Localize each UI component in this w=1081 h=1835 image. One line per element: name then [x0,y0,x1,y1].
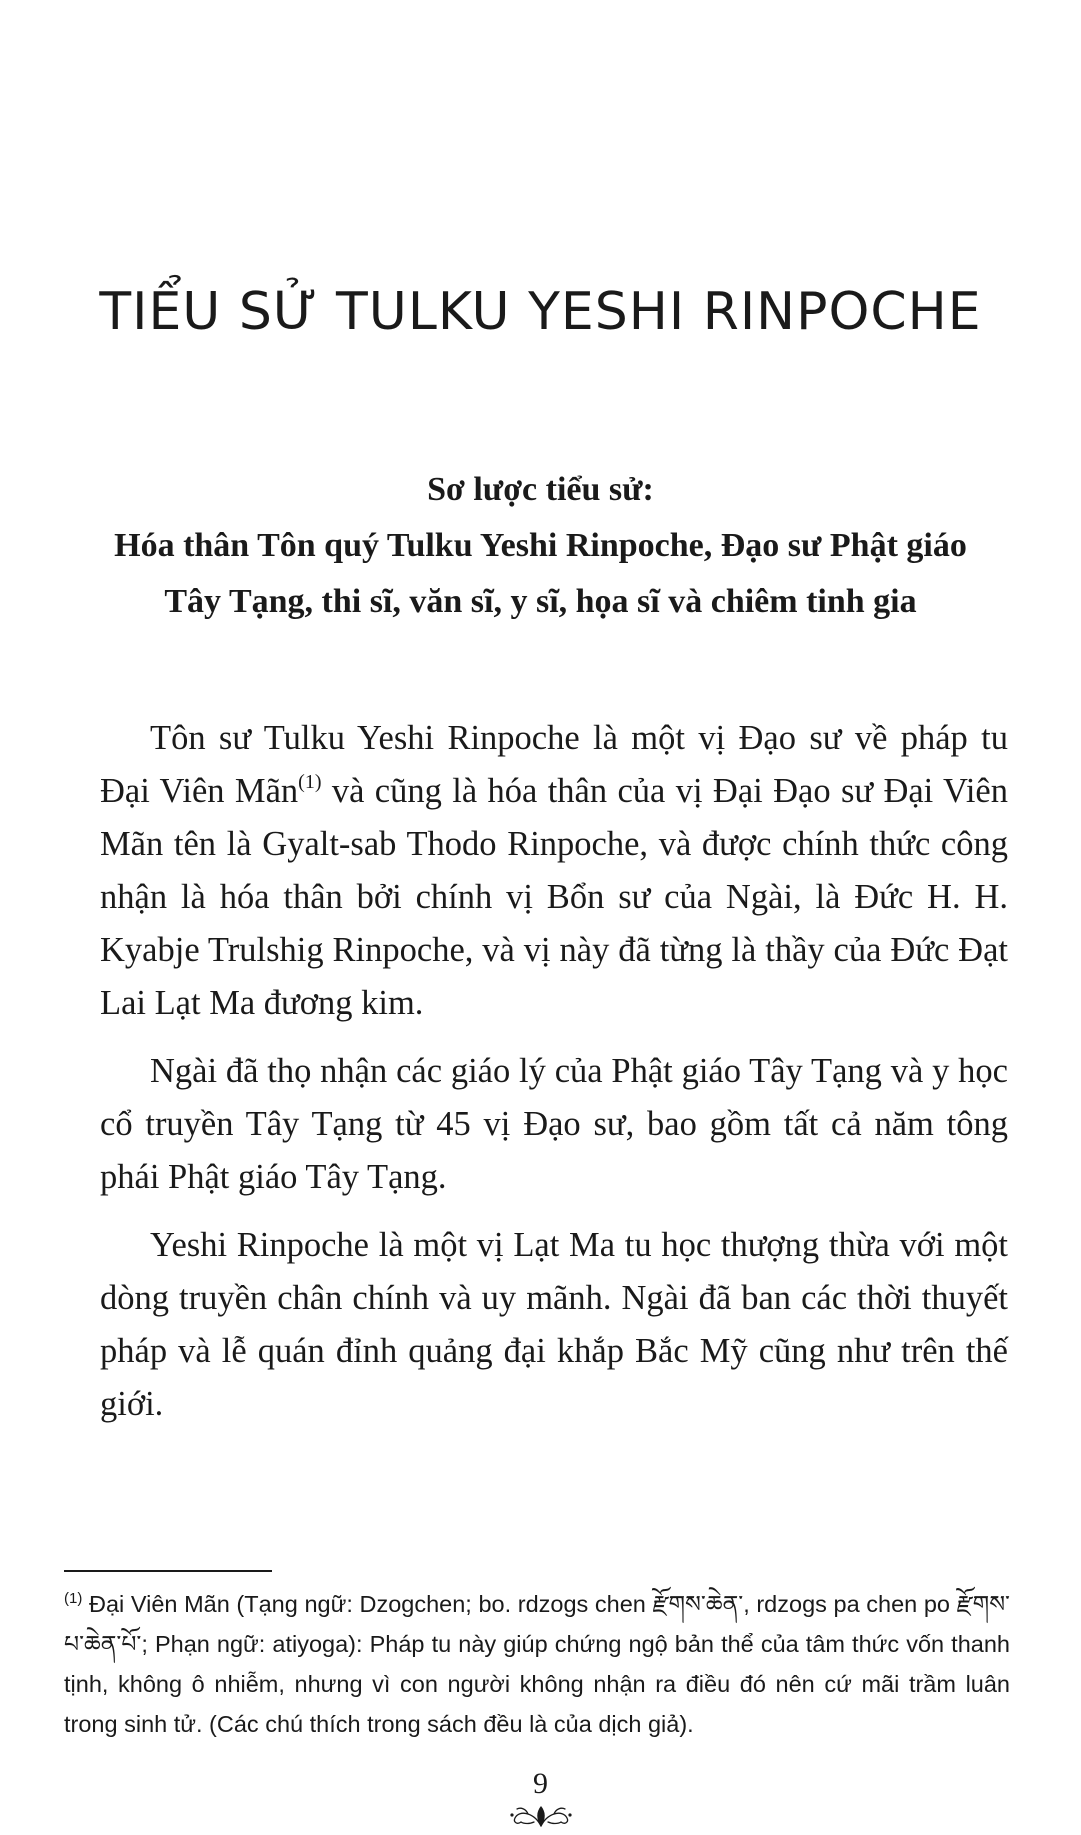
page-number: 9 [533,1767,548,1800]
floral-ornament-icon [508,1800,574,1828]
footnote [64,1584,1010,1744]
paragraph-2: Ngài đã thọ nhận các giáo lý của Phật giáo Tây Tạng và y học cổ truyền Tây Tạng từ 45 vị Đạo sư, bao gồm tất cả năm tông phái Phật giáo Tây Tạng. [100,1052,1008,1196]
body-text [100,712,1008,1431]
section-subtitle [60,462,1021,630]
subtitle-line-3: Tây Tạng, thi sĩ, văn sĩ, y sĩ, họa sĩ và chiêm tinh gia [164,583,917,620]
footnote-reference: (1) [298,771,322,793]
footnote-text: Đại Viên Mãn (Tạng ngữ: Dzogchen; bo. rdzogs chen རྫོགས་ཆེན་, rdzogs pa chen po རྫོགས་པ་ཆེན་པོ་; Phạn ngữ: atiyoga): Pháp tu này giúp chứng ngộ bản thể của tâm thức vốn thanh tịnh, không ô nhiễm, nhưng vì con người không nhận ra điều đó nên cứ mãi trầm luân trong sinh tử. (Các chú thích trong sách đều là của dịch giả). [64,1591,1010,1737]
subtitle-line-1: Sơ lược tiểu sử: [427,471,654,508]
chapter-title: TIỂU SỬ TULKU YESHI RINPOCHE [99,282,982,342]
paragraph-3: Yeshi Rinpoche là một vị Lạt Ma tu học thượng thừa với một dòng truyền chân chính và uy mãnh. Ngài đã ban các thời thuyết pháp và lễ quán đỉnh quảng đại khắp Bắc Mỹ cũng như trên thế giới. [100,1226,1008,1423]
paragraph-1-part-1: Tôn sư Tulku Yeshi Rinpoche là một vị Đạo sư về pháp tu Đại Viên Mãn [100,719,1008,810]
footnote-number: (1) [64,1590,83,1607]
paragraph-1 [100,712,1008,1030]
footnote-divider [64,1570,272,1572]
paragraph-1-part-2: và cũng là hóa thân của vị Đại Đạo sư Đại Viên Mãn tên là Gyalt-sab Thodo Rinpoche, và được chính thức công nhận là hóa thân bởi chính vị Bổn sư của Ngài, là Đức H. H. Kyabje Trulshig Rinpoche, và vị này đã từng là thầy của Đức Đạt Lai Lạt Ma đương kim. [100,772,1008,1022]
subtitle-line-2: Hóa thân Tôn quý Tulku Yeshi Rinpoche, Đạo sư Phật giáo [114,527,967,564]
